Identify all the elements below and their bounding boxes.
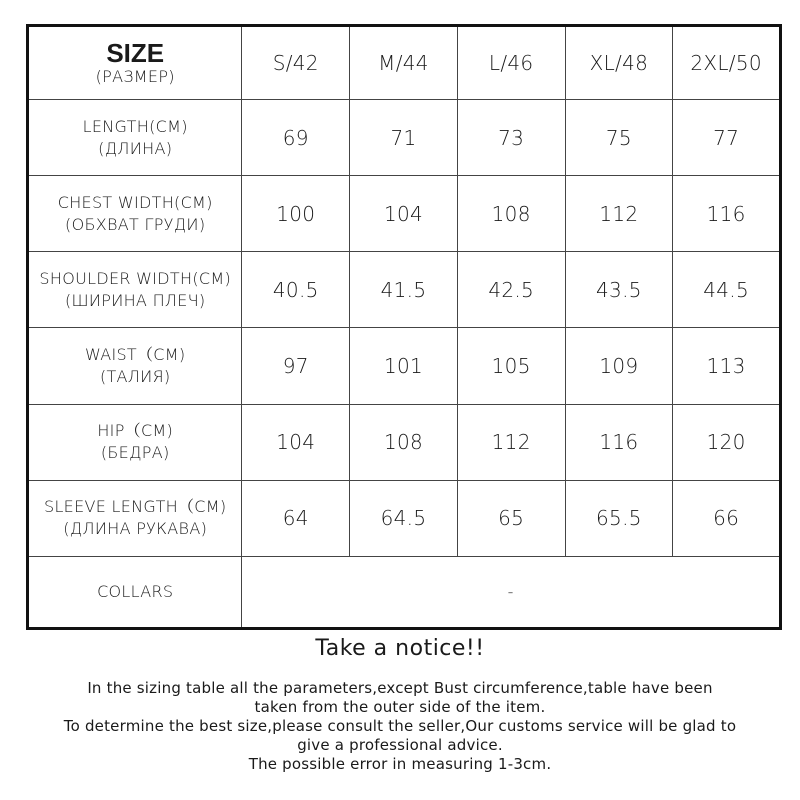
table-cell: 69 <box>242 100 350 176</box>
size-header-xl: XL/48 <box>565 26 673 100</box>
size-subtitle: (РАЗМЕР) <box>95 67 175 87</box>
param-label-en: HIP（CM) <box>97 421 174 441</box>
table-row-chest-width <box>28 176 781 252</box>
notice-line: To determine the best size,please consult the seller,Our customs service will be glad to <box>63 717 737 735</box>
param-label-ru: (БЕДРА) <box>100 443 170 463</box>
size-header-m: M/44 <box>350 26 458 100</box>
size-header-s: S/42 <box>242 26 350 100</box>
table-cell: 40.5 <box>242 252 350 328</box>
size-title: SIZE <box>106 38 165 69</box>
table-row-waist <box>28 328 781 404</box>
size-header-2xl: 2XL/50 <box>673 26 781 100</box>
table-cell: 108 <box>457 176 565 252</box>
table-row-shoulder-width <box>28 252 781 328</box>
table-cell: 64 <box>242 480 350 556</box>
table-cell: 100 <box>242 176 350 252</box>
table-cell: 41.5 <box>350 252 458 328</box>
param-label-en: WAIST（CM) <box>84 345 186 365</box>
table-cell: 116 <box>673 176 781 252</box>
param-label-cell <box>28 176 242 252</box>
table-cell: 44.5 <box>673 252 781 328</box>
param-label-en: CHEST WIDTH(CM) <box>57 192 213 212</box>
table-cell: 108 <box>350 404 458 480</box>
param-label-ru: (ДЛИНА) <box>98 138 173 158</box>
table-cell: 109 <box>565 328 673 404</box>
notice-line: give a professional advice. <box>297 736 503 754</box>
notice-body <box>0 679 800 774</box>
param-label-cell <box>28 404 242 480</box>
param-label-cell <box>28 100 242 176</box>
table-row-sleeve-length <box>28 480 781 556</box>
table-cell: 64.5 <box>350 480 458 556</box>
table-cell: 112 <box>457 404 565 480</box>
notice-line: In the sizing table all the parameters,except Bust circumference,table have been <box>87 679 713 697</box>
collars-label: COLLARS <box>28 556 242 628</box>
param-label-ru: (ТАЛИЯ) <box>99 367 171 387</box>
table-cell: 43.5 <box>565 252 673 328</box>
table-row-hip <box>28 404 781 480</box>
table-cell: 113 <box>673 328 781 404</box>
param-label-en: SHOULDER WIDTH(CM) <box>39 268 231 288</box>
param-label-ru: (ДЛИНА РУКАВА) <box>63 519 208 539</box>
param-label-ru: (ОБХВАТ ГРУДИ) <box>65 214 206 234</box>
param-label-en: LENGTH(CM) <box>82 116 188 136</box>
notice-title: Take a notice!! <box>315 636 485 661</box>
table-cell: 104 <box>242 404 350 480</box>
param-label-en: SLEEVE LENGTH（CM) <box>44 497 227 517</box>
table-cell: 104 <box>350 176 458 252</box>
table-row-collars <box>28 556 781 628</box>
table-cell: 65 <box>457 480 565 556</box>
table-cell: 65.5 <box>565 480 673 556</box>
table-cell: 75 <box>565 100 673 176</box>
table-cell: 71 <box>350 100 458 176</box>
param-label-cell <box>28 252 242 328</box>
table-cell: 66 <box>673 480 781 556</box>
collars-value: - <box>242 556 781 628</box>
table-cell: 42.5 <box>457 252 565 328</box>
table-cell: 116 <box>565 404 673 480</box>
param-label-cell <box>28 328 242 404</box>
size-header-l: L/46 <box>457 26 565 100</box>
table-cell: 77 <box>673 100 781 176</box>
header-label-cell <box>28 26 242 100</box>
table-row-length <box>28 100 781 176</box>
table-cell: 73 <box>457 100 565 176</box>
size-chart-table <box>26 24 782 630</box>
table-cell: 101 <box>350 328 458 404</box>
table-cell: 120 <box>673 404 781 480</box>
notice-line: The possible error in measuring 1-3cm. <box>248 755 552 773</box>
notice-line: taken from the outer side of the item. <box>254 698 546 716</box>
param-label-ru: (ШИРИНА ПЛЕЧ) <box>64 290 206 310</box>
param-label-cell <box>28 480 242 556</box>
table-cell: 112 <box>565 176 673 252</box>
table-cell: 97 <box>242 328 350 404</box>
header-row <box>28 26 781 100</box>
table-cell: 105 <box>457 328 565 404</box>
